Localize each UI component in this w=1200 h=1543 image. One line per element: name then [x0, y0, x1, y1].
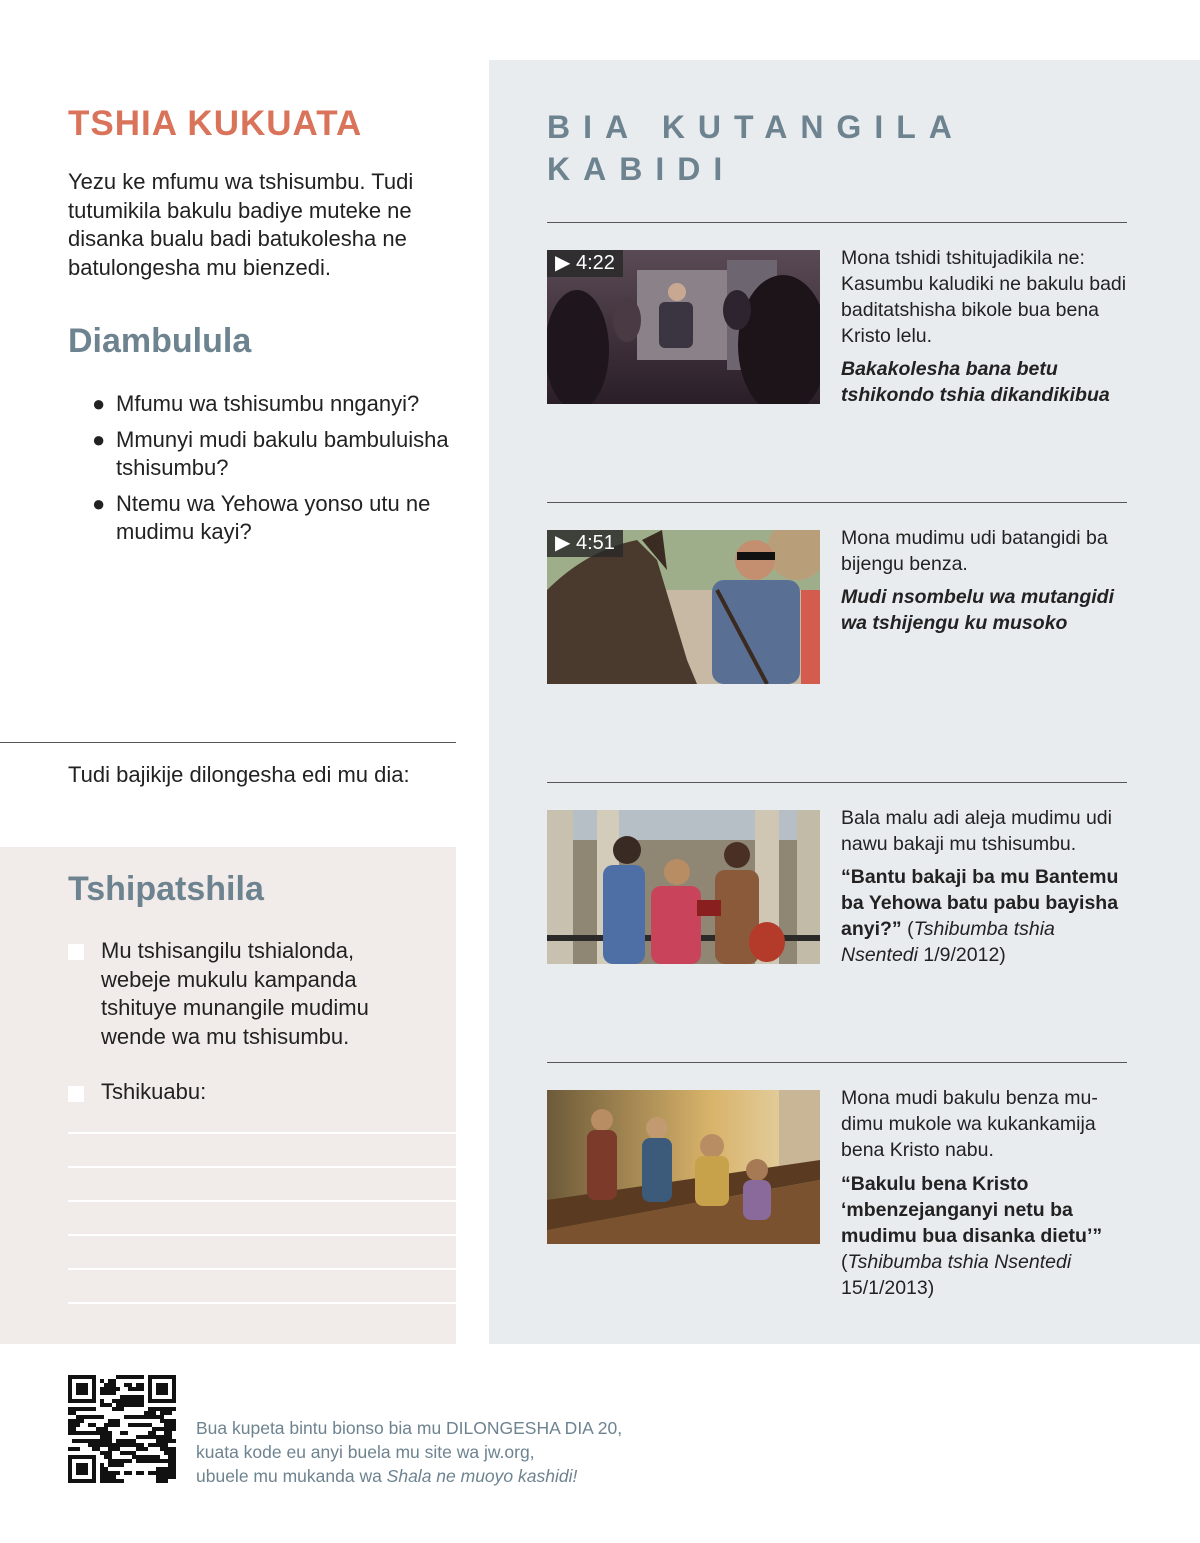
item-divider [547, 222, 1127, 223]
video-duration: 4:51 [575, 532, 615, 554]
writing-line[interactable] [68, 1200, 456, 1202]
publication-name: Tshibumba tshia Nsentedi [841, 918, 1055, 966]
duration-badge [547, 250, 623, 277]
qr-code-icon[interactable] [68, 1375, 176, 1483]
article-thumbnail[interactable] [547, 810, 820, 964]
qr-code-graphic [68, 1375, 176, 1483]
writing-line[interactable] [68, 1132, 456, 1134]
article-description: Bala malu adi aleja mudimu udi nawu bakaji mu tshisumbu. [841, 807, 1112, 855]
article-thumbnail[interactable] [547, 1090, 820, 1244]
practice-title: Tshipatshila [68, 870, 264, 908]
summary-text: Yezu ke mfumu wa tshisumbu. Tudi tutumikila bakulu badiye muteke ne disanka bualu badi batukolesha ne batulongesha mu bienzedi. [68, 169, 414, 280]
bullet-icon: ● [92, 490, 106, 516]
footer-line: ubuele mu mukanda wa [196, 1466, 387, 1486]
review-question: Ntemu wa Yehowa yonso utu ne mudimu kayi? [116, 490, 431, 544]
video-duration: 4:22 [575, 252, 615, 274]
review-list [92, 390, 452, 554]
footer-line: kuata kode eu anyi buela mu site wa jw.org, [196, 1442, 535, 1462]
practice-item-other-label: Tshikuabu: [101, 1079, 207, 1104]
writing-line[interactable] [68, 1268, 456, 1270]
bullet-icon: ● [92, 426, 106, 452]
list-item [92, 490, 452, 547]
article-title-link[interactable]: “Bakulu bena Kristo ‘mbenzejanganyi netu ba mudimu bua disanka dietu’” [841, 1173, 1103, 1247]
article-description: Mona mudi bakulu benza mu-dimu mukole wa kukankamija bena Kristo nabu. [841, 1087, 1098, 1161]
publication-name: Tshibumba tshia Nsentedi [847, 1251, 1072, 1273]
video-title-link[interactable]: Mudi nsombelu wa mutangidi wa tshijengu ku musoko [841, 586, 1114, 634]
writing-line[interactable] [68, 1302, 456, 1304]
video-description: Mona tshidi tshitujadikila ne: Kasumbu kaludiki ne bakulu badi baditatshisha bikole bua bena Kristo lelu. [841, 247, 1127, 347]
article-image [547, 810, 820, 964]
list-item [92, 426, 452, 483]
play-icon: ▶ [555, 252, 571, 274]
footer-text [196, 1416, 622, 1488]
review-title: Diambulula [68, 322, 252, 360]
section-divider [0, 742, 456, 743]
bullet-icon: ● [92, 391, 106, 416]
video-description: Mona mudimu udi batangidi ba bijengu benza. [841, 527, 1108, 575]
article-reference: “Bantu bakaji ba mu Bantemu ba Yehowa batu pabu bayisha anyi?” (Tshibumba tshia Nsentedi 1/9/2012) [841, 866, 1119, 966]
footer-line: Bua kupeta bintu bionso bia mu DILONGESHA DIA 20, [196, 1418, 623, 1438]
article-title-link[interactable]: “Bantu bakaji ba mu Bantemu ba Yehowa batu pabu bayisha anyi?” [841, 866, 1119, 940]
writing-line[interactable] [68, 1166, 456, 1168]
summary-title: TSHIA KUKUATA [68, 104, 363, 143]
review-question: Mfumu wa tshisumbu nnganyi? [116, 391, 420, 416]
list-item [92, 390, 452, 419]
video-title-link[interactable]: Bakakolesha bana betu tshikondo tshia dikandikibua [841, 358, 1110, 406]
article-reference: “Bakulu bena Kristo ‘mbenzejanganyi netu ba mudimu bua disanka dietu’” (Tshibumba tshia Nsentedi 15/1/2013) [841, 1173, 1103, 1299]
practice-item-text: Mu tshisangilu tshialonda, webeje mukulu kampanda tshituye munangile mudimu wende wa mu tshisumbu. [101, 938, 369, 1049]
review-question: Mmunyi mudi bakulu bambuluisha tshisumbu? [116, 426, 449, 480]
checkbox[interactable] [68, 1086, 84, 1102]
duration-badge [547, 530, 623, 557]
item-divider [547, 502, 1127, 503]
item-divider [547, 1062, 1127, 1063]
more-title: BIA KUTANGILA KABIDI [547, 109, 964, 187]
publication-date: 1/9/2012) [917, 944, 1006, 966]
item-divider [547, 782, 1127, 783]
play-icon: ▶ [555, 532, 571, 554]
checkbox[interactable] [68, 944, 84, 960]
book-title: Shala ne muoyo kashidi! [386, 1466, 578, 1486]
publication-date: 15/1/2013) [841, 1277, 935, 1299]
article-image [547, 1090, 820, 1244]
writing-line[interactable] [68, 1234, 456, 1236]
learned-text: Tudi bajikije dilongesha edi mu dia: [68, 762, 410, 787]
